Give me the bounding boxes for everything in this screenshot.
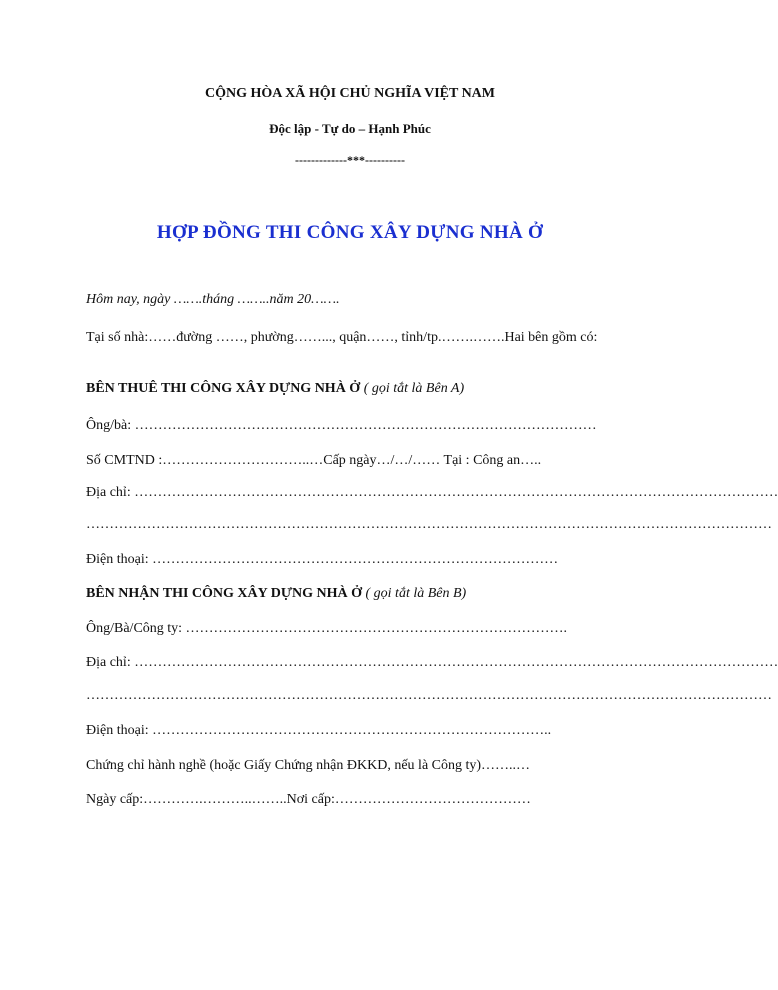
header-separator: -------------***---------- [295,153,405,167]
party-a-heading [86,381,611,397]
party-a-address-line-2: ………………………………………………………………………………………………………………………………… [86,517,772,532]
address-line: Tại số nhà:……đường ……, phường……..., quận……, tỉnh/tp.…….…….Hai bên gồm có: [86,330,598,345]
party-b-license-line: Chứng chỉ hành nghề (hoặc Giấy Chứng nhận ĐKKD, nếu là Công ty)……..… [86,758,531,773]
party-b-name-line: Ông/Bà/Công ty: ………………………………………………………………………. [86,621,568,636]
party-b-note: ( gọi tắt là Bên B) [365,586,467,601]
party-b-address-line-1: Địa chỉ: ………………………………………………………………………………………………………………………… [86,655,778,670]
party-a-note: ( gọi tắt là Bên A) [363,381,465,396]
party-a-name-line: Ông/bà: ……………………………………………………………………………………… [86,418,597,433]
party-b-heading [86,586,611,602]
party-a-id-line: Số CMTND :…………………………..…Cấp ngày…/…/…… Tại : Công an….. [86,453,542,468]
party-a-address-line-1: Địa chỉ: ………………………………………………………………………………………………………………………… [86,485,778,500]
document-title: HỢP ĐỒNG THI CÔNG XÂY DỰNG NHÀ Ở [156,222,544,243]
party-b-issue-line: Ngày cấp:………….………..……..Nơi cấp:…………………………………… [86,792,531,807]
party-b-address-line-2: ………………………………………………………………………………………………………………………………… [86,688,772,703]
party-b-heading-text: BÊN NHẬN THI CÔNG XÂY DỰNG NHÀ Ở [86,586,362,601]
party-a-phone-line: Điện thoại: …………………………………………………………………………… [86,552,559,567]
country-header: CỘNG HÒA XÃ HỘI CHỦ NGHĨA VIỆT NAM [204,86,495,101]
party-a-heading-text: BÊN THUÊ THI CÔNG XÂY DỰNG NHÀ Ở [86,381,361,396]
motto: Độc lập - Tự do – Hạnh Phúc [269,121,431,136]
date-line: Hôm nay, ngày …….tháng ……..năm 20……. [86,292,340,307]
party-b-phone-line: Điện thoại: ………………………………………………………………………….. [86,723,552,738]
